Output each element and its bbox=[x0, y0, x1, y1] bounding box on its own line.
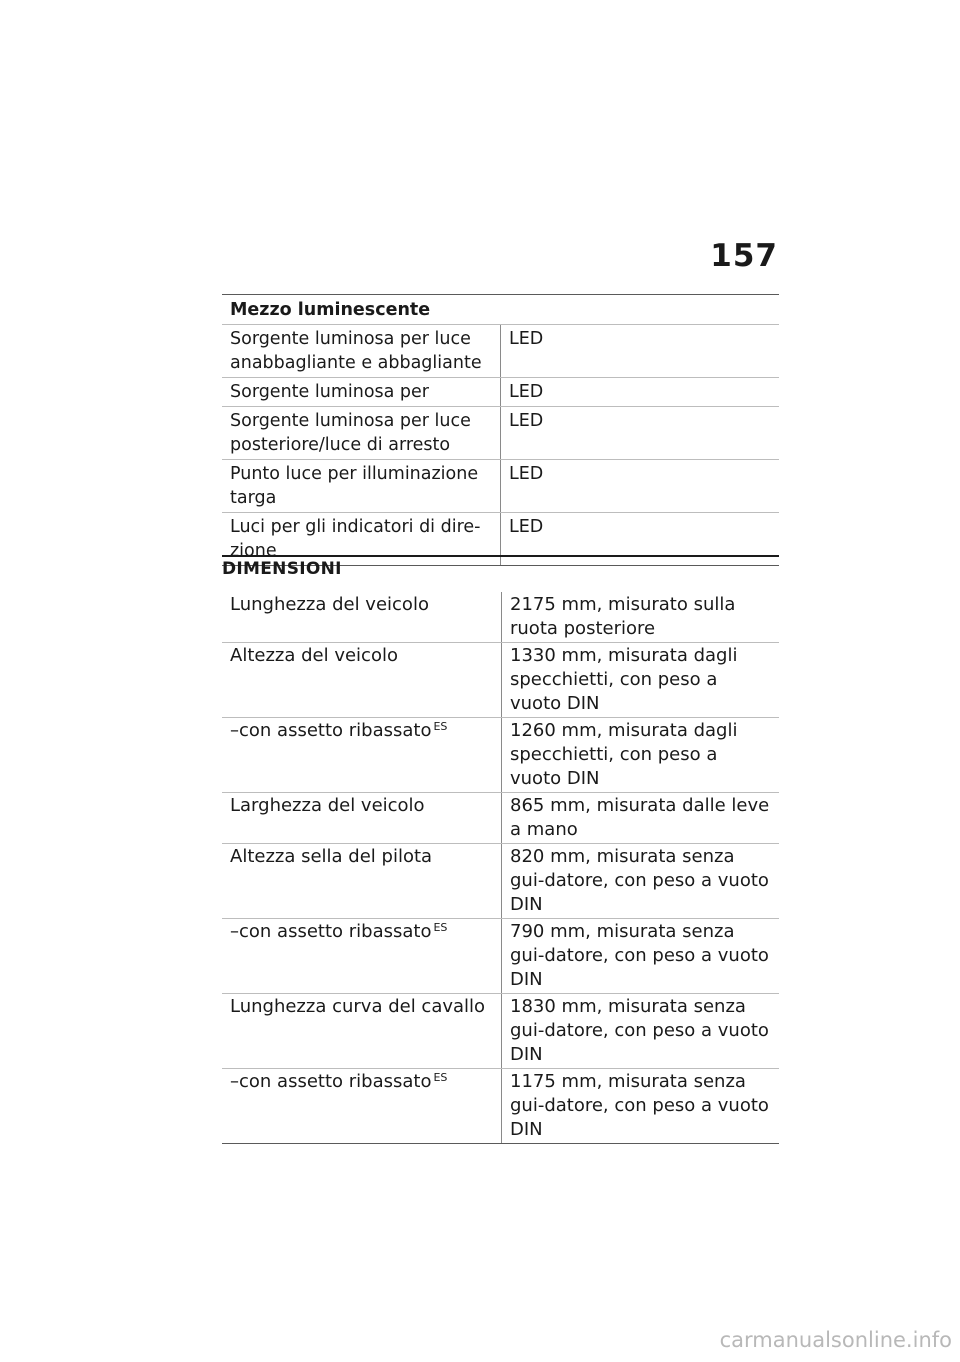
row-value: LED bbox=[501, 378, 780, 407]
row-label: Sorgente luminosa per bbox=[222, 378, 501, 407]
row-value: 1830 mm, misurata senza gui-datore, con peso a vuoto DIN bbox=[502, 994, 780, 1069]
page-number: 157 bbox=[710, 238, 778, 274]
row-value: 1175 mm, misurata senza gui-datore, con peso a vuoto DIN bbox=[502, 1069, 780, 1144]
table-header-row bbox=[222, 295, 779, 325]
table-row bbox=[222, 513, 779, 566]
row-label: Luci per gli indicatori di dire-zione bbox=[222, 513, 501, 566]
superscript-es: ES bbox=[433, 720, 448, 733]
row-label: –con assetto ribassato $^{ES}$ bbox=[222, 718, 502, 793]
row-value: LED bbox=[501, 407, 780, 460]
table-row bbox=[222, 325, 779, 378]
row-value: 1330 mm, misurata dagli specchietti, con peso a vuoto DIN bbox=[502, 643, 780, 718]
light-source-table bbox=[222, 294, 779, 566]
dimensions-table bbox=[222, 592, 779, 1144]
row-label: Lunghezza del veicolo bbox=[222, 592, 502, 643]
superscript-es: ES bbox=[433, 1071, 448, 1084]
table-row bbox=[222, 378, 779, 407]
table-row bbox=[222, 793, 779, 844]
row-value: LED bbox=[501, 460, 780, 513]
row-value: LED bbox=[501, 325, 780, 378]
row-label: Lunghezza curva del cavallo bbox=[222, 994, 502, 1069]
row-value: LED bbox=[501, 513, 780, 566]
row-value: 790 mm, misurata senza gui-datore, con peso a vuoto DIN bbox=[502, 919, 780, 994]
watermark: carmanualsonline.info bbox=[719, 1328, 952, 1352]
row-value: 820 mm, misurata senza gui-datore, con peso a vuoto DIN bbox=[502, 844, 780, 919]
table-header: Mezzo luminescente bbox=[222, 295, 779, 325]
table-row bbox=[222, 1069, 779, 1144]
row-label: Altezza del veicolo bbox=[222, 643, 502, 718]
table-row bbox=[222, 460, 779, 513]
row-label: Altezza sella del pilota bbox=[222, 844, 502, 919]
row-label: Punto luce per illuminazione targa bbox=[222, 460, 501, 513]
table-row bbox=[222, 407, 779, 460]
row-label: –con assetto ribassato $^{ES}$ bbox=[222, 1069, 502, 1144]
table-row bbox=[222, 643, 779, 718]
row-label: Larghezza del veicolo bbox=[222, 793, 502, 844]
row-value: 1260 mm, misurata dagli specchietti, con peso a vuoto DIN bbox=[502, 718, 780, 793]
row-value: 2175 mm, misurato sulla ruota posteriore bbox=[502, 592, 780, 643]
row-label: Sorgente luminosa per luce posteriore/luce di arresto bbox=[222, 407, 501, 460]
superscript-es: ES bbox=[433, 921, 448, 934]
table-row bbox=[222, 994, 779, 1069]
row-value: 865 mm, misurata dalle leve a mano bbox=[502, 793, 780, 844]
section-heading: DIMENSIONI bbox=[222, 559, 342, 579]
table-row bbox=[222, 844, 779, 919]
row-label: Sorgente luminosa per luce anabbagliante e abbagliante bbox=[222, 325, 501, 378]
row-label: –con assetto ribassato $^{ES}$ bbox=[222, 919, 502, 994]
section-divider bbox=[222, 555, 779, 557]
table-row bbox=[222, 718, 779, 793]
table-row bbox=[222, 592, 779, 643]
table-row bbox=[222, 919, 779, 994]
